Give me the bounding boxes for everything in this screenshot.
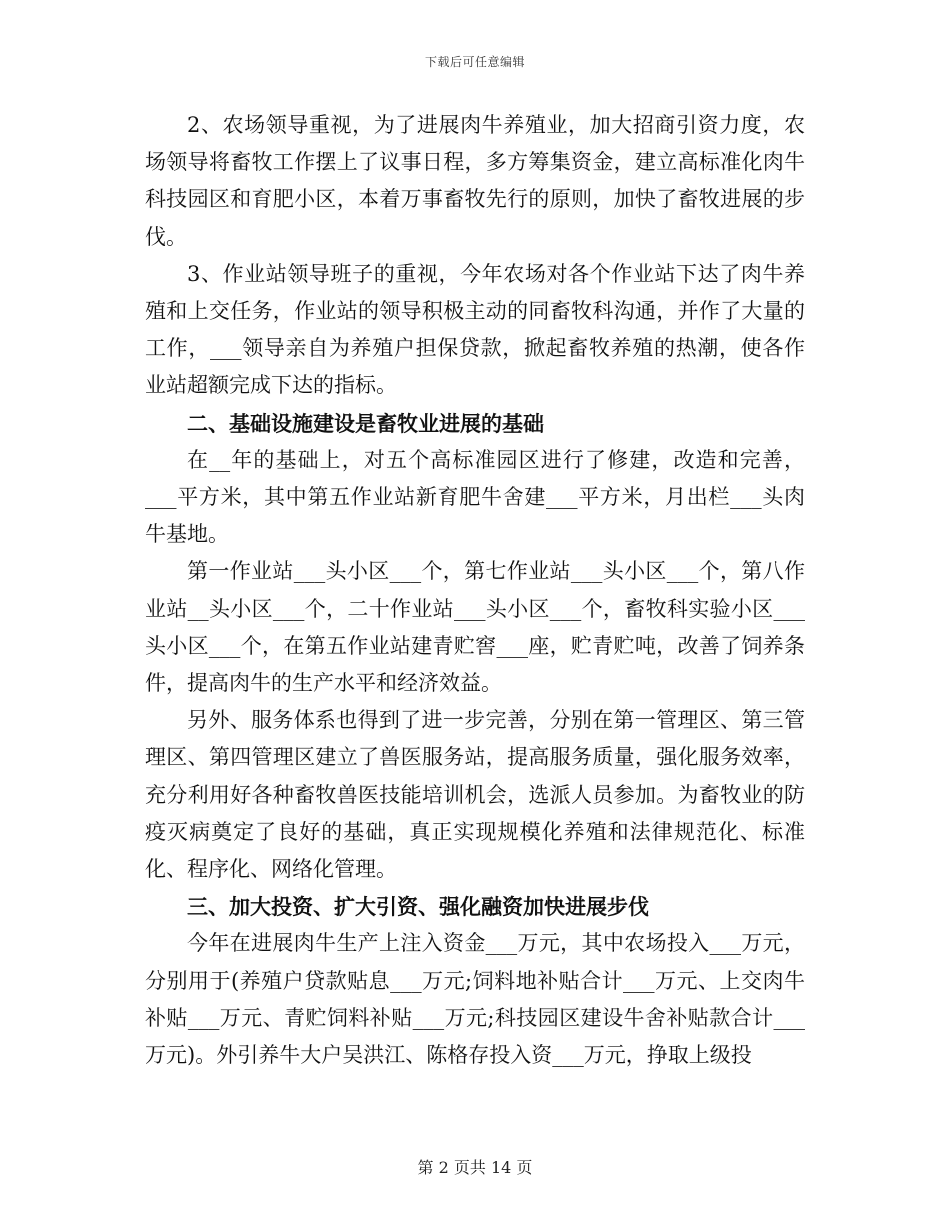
paragraph-park-construction: 在__年的基础上，对五个高标准园区进行了修建，改造和完善，___平方米，其中第五作业站新育肥牛舍建___平方米，月出栏___头肉牛基地。 <box>145 447 805 547</box>
paragraph-investment-details: 今年在进展肉牛生产上注入资金___万元，其中农场投入___万元，分别用于(养殖户贷款贴息___万元;饲料地补贴合计___万元、上交肉牛补贴___万元、青贮饲料补贴___万元;科技园区建设牛舍补贴款合计___万元)。外引养牛大户吴洪江、陈格存投入资___万元，挣取上级投 <box>145 931 805 1068</box>
page-header: 下载后可任意编辑 <box>424 55 525 69</box>
page-number-footer: 第 2 页共 14 页 <box>417 1158 533 1177</box>
paragraph-station-breeding-areas: 第一作业站___头小区___个，第七作业站___头小区___个，第八作业站__头小区___个，二十作业站___头小区___个，畜牧科实验小区___头小区___个，在第五作业站建青贮窖___座，贮青贮吨，改善了饲养条件，提高肉牛的生产水平和经济效益。 <box>145 559 805 696</box>
section-heading-investment: 三、加大投资、扩大引资、强化融资加快进展步伐 <box>187 894 649 920</box>
document-body <box>145 107 805 1074</box>
paragraph-3-work-stations: 3、作业站领导班子的重视，今年农场对各个作业站下达了肉牛养殖和上交任务，作业站的领导积极主动的同畜牧科沟通，并作了大量的工作，___领导亲自为养殖户担保贷款，掀起畜牧养殖的热潮，使各作业站超额完成下达的指标。 <box>145 261 805 398</box>
section-heading-infrastructure: 二、基础设施建设是畜牧业进展的基础 <box>187 410 544 436</box>
paragraph-service-system: 另外、服务体系也得到了进一步完善，分别在第一管理区、第三管理区、第四管理区建立了兽医服务站，提高服务质量，强化服务效率，充分利用好各种畜牧兽医技能培训机会，选派人员参加。为畜牧业的防疫灭病奠定了良好的基础，真正实现规模化养殖和法律规范化、标准化、程序化、网络化管理。 <box>145 708 805 882</box>
paragraph-2-leadership: 2、农场领导重视，为了进展肉牛养殖业，加大招商引资力度，农场领导将畜牧工作摆上了议事日程，多方筹集资金，建立高标准化肉牛科技园区和育肥小区，本着万事畜牧先行的原则，加快了畜牧进展的步伐。 <box>145 113 805 249</box>
